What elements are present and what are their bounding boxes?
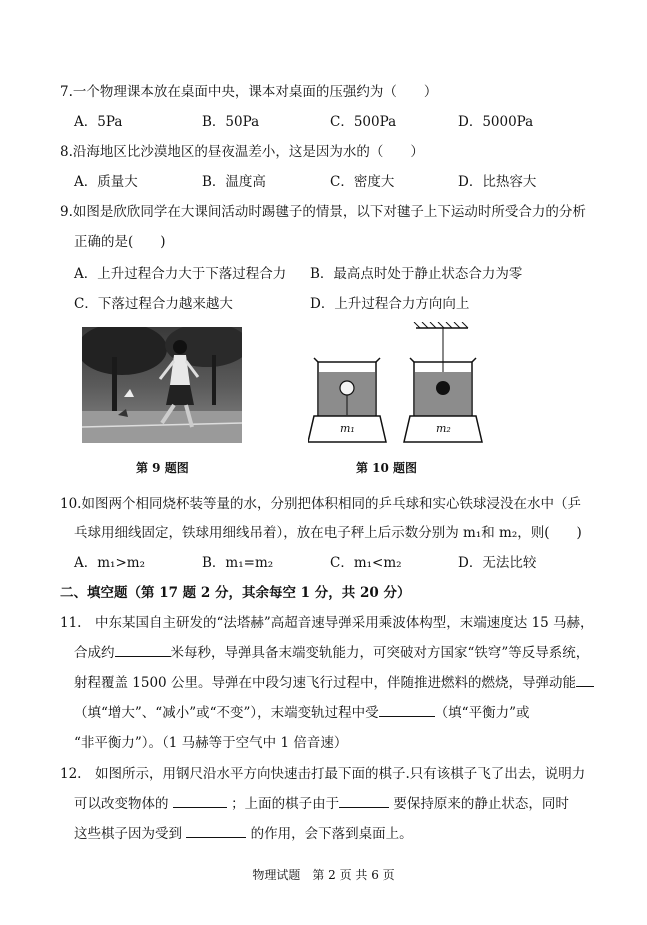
q12-line2-c: 要保持原来的静止状态，同时	[393, 796, 569, 812]
q12-line2-b: ；上面的棋子由于	[231, 796, 340, 812]
q7-option-d: D．5000Pa	[458, 114, 534, 130]
m1-label: m₁	[340, 422, 355, 435]
q7-option-a: A．5Pa	[74, 114, 123, 130]
q9-option-c: C．下落过程合力越来越大	[74, 296, 233, 312]
q11-blank-2[interactable]	[576, 673, 594, 687]
q10-option-d: D．无法比较	[458, 555, 537, 571]
q8-option-b: B．温度高	[202, 174, 266, 190]
q11-line1: 11. 中东某国自主研发的“法塔赫”高超音速导弹采用乘波体构型，末端速度达 15 马赫，	[60, 615, 594, 631]
q11-line2	[74, 641, 589, 661]
q12-line2	[74, 792, 569, 812]
q12-blank-3[interactable]	[186, 824, 246, 838]
q12-line3	[74, 822, 413, 842]
q8-stem: 8.沿海地区比沙漠地区的昼夜温差小，这是因为水的（ ）	[60, 144, 424, 160]
q12-line2-a: 可以改变物体的	[74, 796, 169, 812]
q11-blank-3[interactable]	[379, 703, 435, 717]
q11-line2-b: 米每秒，导弹具备末端变轨能力，可突破对方国家“铁穹”等反导系统，	[170, 645, 590, 661]
q11-line4-b: （填“平衡力”或	[434, 705, 530, 721]
q12-blank-1[interactable]	[173, 794, 227, 808]
q12-blank-2[interactable]	[339, 794, 389, 808]
q9-option-a: A．上升过程合力大于下落过程合力	[74, 266, 287, 282]
fig9-caption: 第 9 题图	[136, 461, 189, 475]
q10-stem-line1: 10.如图两个相同烧杯装等量的水，分别把体积相同的乒乓球和实心铁球浸没在水中（乒	[60, 496, 581, 512]
q11-line4	[74, 701, 529, 721]
q11-blank-1[interactable]	[115, 643, 171, 657]
fig9-photo	[82, 327, 242, 443]
q8-option-d: D．比热容大	[458, 174, 537, 190]
q8-option-c: C．密度大	[330, 174, 395, 190]
section2-heading: 二、填空题（第 17 题 2 分，其余每空 1 分，共 20 分）	[60, 585, 411, 601]
q8-option-a: A．质量大	[74, 174, 138, 190]
q10-option-b: B．m₁=m₂	[202, 555, 274, 571]
q9-option-d: D．上升过程合力方向向上	[310, 296, 470, 312]
m2-label: m₂	[436, 422, 451, 435]
q9-option-b: B．最高点时处于静止状态合力为零	[310, 266, 523, 282]
q9-stem-line2: 正确的是( )	[74, 234, 166, 250]
q12-line1: 12. 如图所示，用钢尺沿水平方向快速击打最下面的棋子.只有该棋子飞了出去，说明力	[60, 766, 586, 782]
page-footer: 物理试题 第 2 页 共 6 页	[252, 868, 395, 882]
fig10-diagram	[308, 322, 494, 450]
q10-option-c: C．m₁<m₂	[330, 555, 402, 571]
q7-option-b: B．50Pa	[202, 114, 260, 130]
q10-option-a: A．m₁>m₂	[74, 555, 145, 571]
q11-line5: “非平衡力”）。（1 马赫等于空气中 1 倍音速）	[74, 735, 348, 751]
q7-stem: 7.一个物理课本放在桌面中央，课本对桌面的压强约为（ ）	[60, 84, 438, 100]
q7-option-c: C．500Pa	[330, 114, 397, 130]
q11-line4-a: （填“增大”、“减小”或“不变”），末端变轨过程中受	[74, 705, 379, 721]
q12-line3-a: 这些棋子因为受到	[74, 826, 182, 842]
q12-line3-b: 的作用，会下落到桌面上。	[250, 826, 413, 842]
q10-stem-line2: 乓球用细线固定，铁球用细线吊着），放在电子秤上后示数分别为 m₁和 m₂，则( )	[74, 525, 582, 541]
q11-line3	[74, 671, 594, 691]
q11-line3-text: 射程覆盖 1500 公里。导弹在中段匀速飞行过程中，伴随推进燃料的燃烧，导弹动能	[74, 675, 576, 691]
fig10-caption: 第 10 题图	[356, 461, 418, 475]
q11-line2-a: 合成约	[74, 645, 115, 661]
q9-stem-line1: 9.如图是欣欣同学在大课间活动时踢毽子的情景，以下对毽子上下运动时所受合力的分析	[60, 204, 586, 220]
